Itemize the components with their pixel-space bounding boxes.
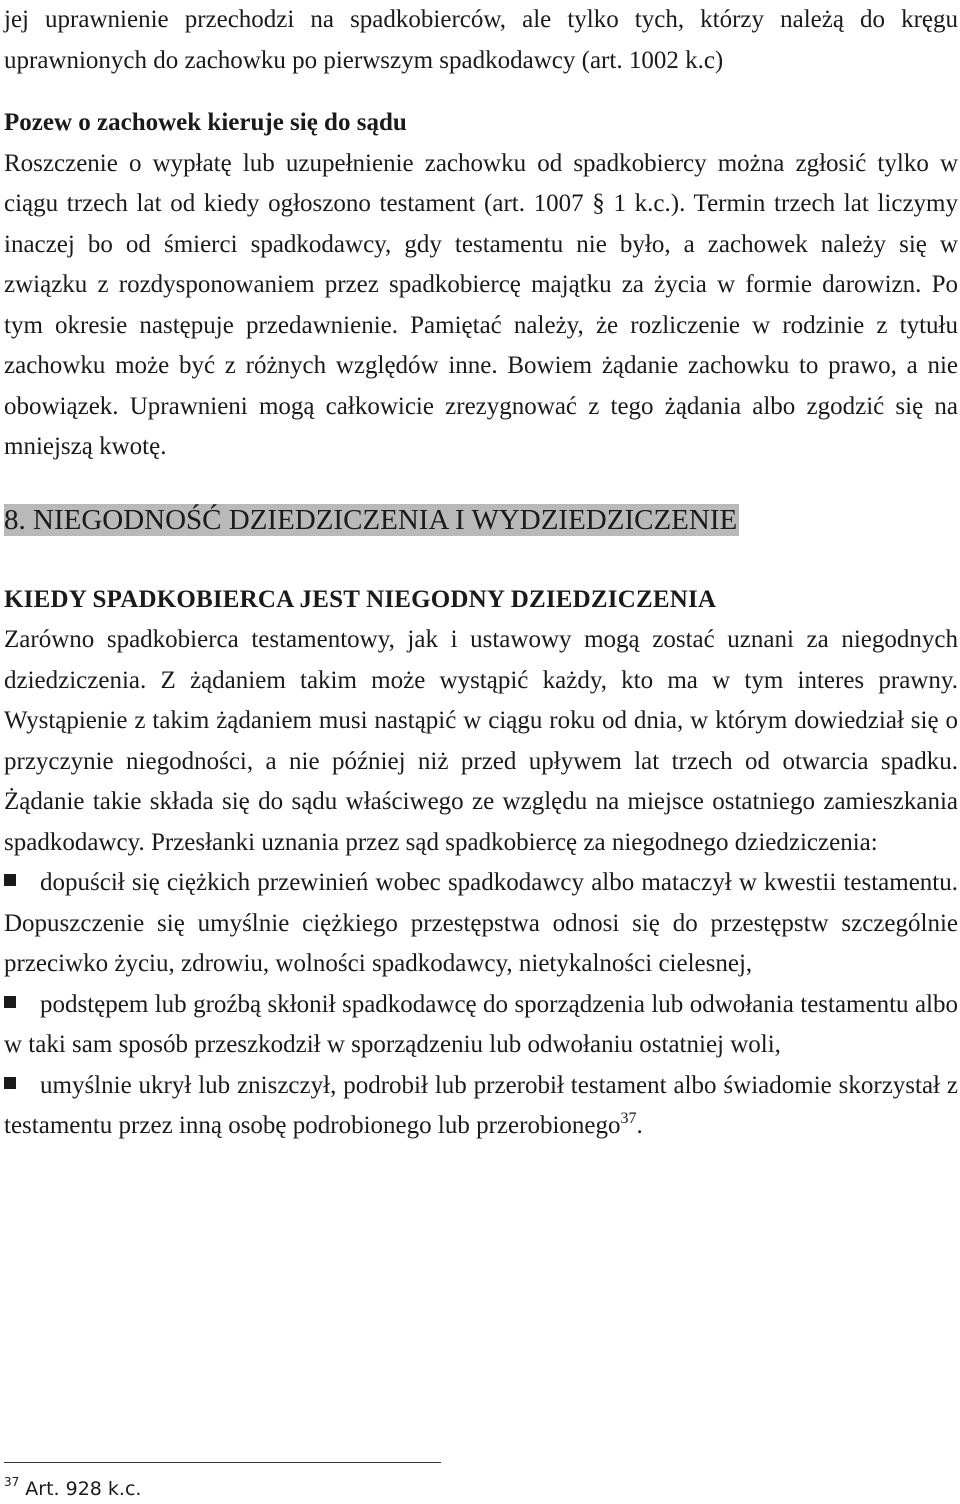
intro-paragraph: jej uprawnienie przechodzi na spadkobierców, ale tylko tych, którzy należą do kręgu uprawnionych do zachowku po pierwszym spadkodawcy (art. 1002 k.c) bbox=[4, 6, 958, 74]
lawsuit-paragraph: Roszczenie o wypłatę lub uzupełnienie zachowku od spadkobiercy można zgłosić tylko w ciągu trzech lat od kiedy ogłoszono testament (art. 1007 § 1 k.c.). Termin trzech lat liczymy inaczej bo od śmierci spadkodawcy, gdy testamentu nie było, a zachowek należy się w związku z rozdysponowaniem przez spadkobiercę majątku za życia w formie darowizn. Po tym okresie następuje przedawnienie. Pamiętać należy, że rozliczenie w rodzinie z tytułu zachowku może być z różnych względów inne. Bowiem żądanie zachowku to prawo, a nie obowiązek. Uprawnieni mogą całkowicie zrezygnować z tego żądania albo zgodzić się na mniejszą kwotę. bbox=[4, 149, 958, 460]
unworthiness-heading: KIEDY SPADKOBIERCA JEST NIEGODNY DZIEDZICZENIA bbox=[4, 585, 717, 613]
square-bullet-icon bbox=[4, 996, 16, 1008]
list-item-tail: . bbox=[636, 1112, 643, 1139]
unworthiness-section bbox=[4, 580, 958, 1147]
lawsuit-heading: Pozew o zachowek kieruje się do sądu bbox=[4, 109, 407, 136]
footnote bbox=[4, 1476, 141, 1502]
footnote-text: Art. 928 k.c. bbox=[25, 1478, 142, 1500]
list-item bbox=[4, 985, 958, 1066]
list-item bbox=[4, 1066, 958, 1147]
chapter-heading-text: 8. NIEGODNOŚĆ DZIEDZICZENIA I WYDZIEDZICZENIE bbox=[4, 503, 738, 536]
chapter-heading bbox=[4, 500, 958, 540]
lawsuit-section bbox=[4, 103, 958, 468]
footnote-divider bbox=[4, 1462, 441, 1463]
document-page bbox=[4, 0, 958, 1147]
footnote-number: 37 bbox=[4, 1475, 20, 1489]
square-bullet-icon bbox=[4, 874, 16, 886]
square-bullet-icon bbox=[4, 1077, 16, 1089]
list-item-text: umyślnie ukrył lub zniszczył, podrobił lub przerobił testament albo świadomie skorzystał z testamentu przez inną osobę podrobionego lub przerobionego bbox=[4, 1071, 958, 1139]
list-item bbox=[4, 863, 958, 985]
footnote-reference[interactable]: 37 bbox=[620, 1110, 637, 1127]
list-item-text: dopuścił się ciężkich przewinień wobec spadkodawcy albo mataczył w kwestii testamentu. Dopuszczenie się umyślnie ciężkiego przestępstwa odnosi się do przestępstw szczególnie przeciwko życiu, zdrowiu, wolności spadkodawcy, nietykalności cielesnej, bbox=[4, 869, 958, 977]
unworthiness-paragraph: Zarówno spadkobierca testamentowy, jak i ustawowy mogą zostać uznani za niegodnych dziedziczenia. Z żądaniem takim może wystąpić każdy, kto ma w tym interes prawny. Wystąpienie z takim żądaniem musi nastąpić w ciągu roku od dnia, w którym dowiedział się o przyczynie niegodności, a nie później niż przed upływem lat trzech od otwarcia spadku. Żądanie takie składa się do sądu właściwego ze względu na miejsce ostatniego zamieszkania spadkodawcy. Przesłanki uznania przez sąd spadkobiercę za niegodnego dziedziczenia: bbox=[4, 626, 958, 856]
list-item-text: podstępem lub groźbą skłonił spadkodawcę do sporządzenia lub odwołania testamentu albo w taki sam sposób przeszkodził w sporządzeniu lub odwołaniu ostatniej woli, bbox=[4, 990, 958, 1058]
